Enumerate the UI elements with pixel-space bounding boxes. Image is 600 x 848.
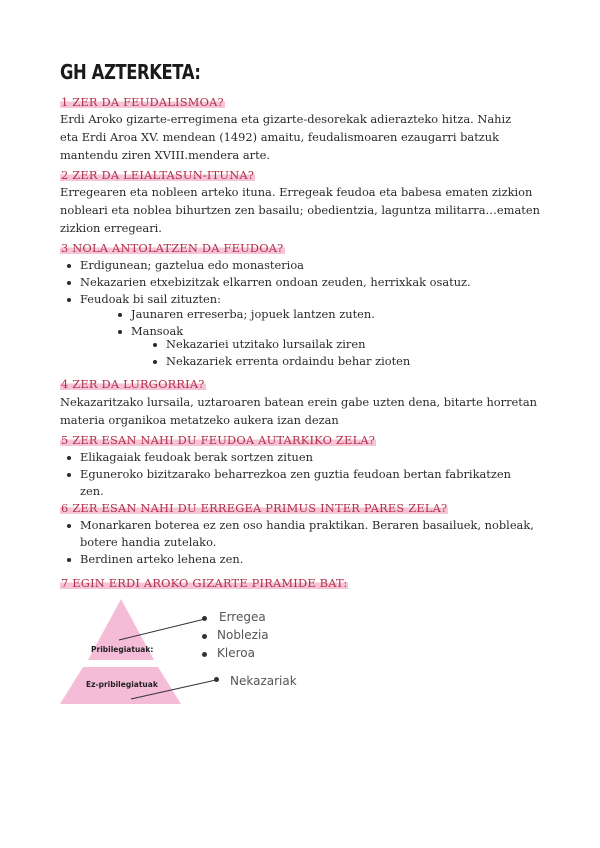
question-6: 6 ZER ESAN NAHI DU ERREGEA PRIMUS INTER PARES ZELA? [61, 501, 448, 515]
list-item: Elikagaiak feudoak berak sortzen zituen [80, 449, 511, 466]
list-item: Eguneroko bizitzarako beharrezkoa zen guztia feudoan bertan fabrikatzen [80, 467, 511, 481]
pyramid-item-nekazariak: Nekazariak [230, 674, 297, 688]
answer-line: botere handia zutelako. [80, 535, 217, 549]
question-2: 2 ZER DA LEIALTASUN-ITUNA? [61, 168, 255, 182]
bullet-dot [202, 634, 207, 639]
list-item: Nekazarien etxebizitzak elkarren ondoan zeuden, herrixkak osatuz. [80, 275, 471, 289]
bullet-dot [202, 616, 207, 621]
list-item: Feudoak bi sail zituzten: [80, 291, 471, 308]
pyramid-item-noblezia: Noblezia [217, 628, 269, 642]
question-5: 5 ZER ESAN NAHI DU FEUDOA AUTARKIKO ZELA? [61, 433, 376, 447]
question-7: 7 EGIN ERDI AROKO GIZARTE PIRAMIDE BAT: [61, 576, 348, 590]
pyramid-item-kleroa: Kleroa [217, 646, 255, 660]
question-4: 4 ZER DA LURGORRIA? [61, 377, 205, 391]
answer-line: Erregearen eta nobleen arteko ituna. Erregeak feudoa eta babesa ematen zizkion [60, 185, 533, 199]
page-title: GH AZTERKETA: [60, 60, 201, 84]
bullet-dot [214, 677, 219, 682]
list-item: Nekazariek errenta ordaindu behar zioten [166, 354, 411, 368]
pyramid-item-erregea: Erregea [219, 610, 266, 624]
pyramid-label-bottom: Ez-pribilegiatuak [86, 680, 158, 689]
answer-line: zen. [80, 484, 104, 498]
question-3: 3 NOLA ANTOLATZEN DA FEUDOA? [61, 241, 284, 255]
list-item: Mansoak [131, 323, 375, 340]
answer-line: materia organikoa metatzeko aukera izan dezan [60, 413, 339, 427]
list-item: Jaunaren erreserba; jopuek lantzen zuten. [131, 307, 375, 321]
answer-line: eta Erdi Aroa XV. mendean (1492) amaitu, feudalismoaren ezaugarri batzuk [60, 130, 500, 144]
answer-line: zizkion erregeari. [60, 221, 162, 235]
list-item: Nekazariei utzitako lursailak ziren [166, 336, 410, 353]
answer-line: nobleari eta noblea bihurtzen zen basailu; obedientzia, laguntza militarra…ematen [60, 203, 540, 217]
question-1: 1 ZER DA FEUDALISMOA? [61, 95, 224, 109]
list-item: Erdigunean; gaztelua edo monasterioa [80, 257, 471, 274]
list-item: Monarkaren boterea ez zen oso handia praktikan. Beraren basailuek, nobleak, [80, 518, 534, 532]
bullet-dot [202, 652, 207, 657]
list-item: Berdinen arteko lehena zen. [80, 552, 244, 566]
answer-line: Nekazaritzako lursaila, uztaroaren batean erein gabe uzten dena, bitarte horretan [60, 395, 537, 409]
pyramid-label-top: Pribilegiatuak: [91, 645, 154, 654]
answer-line: Erdi Aroko gizarte-erregimena eta gizarte-desorekak adierazteko hitza. Nahiz [60, 112, 512, 126]
answer-line: mantendu ziren XVIII.mendera arte. [60, 148, 271, 162]
